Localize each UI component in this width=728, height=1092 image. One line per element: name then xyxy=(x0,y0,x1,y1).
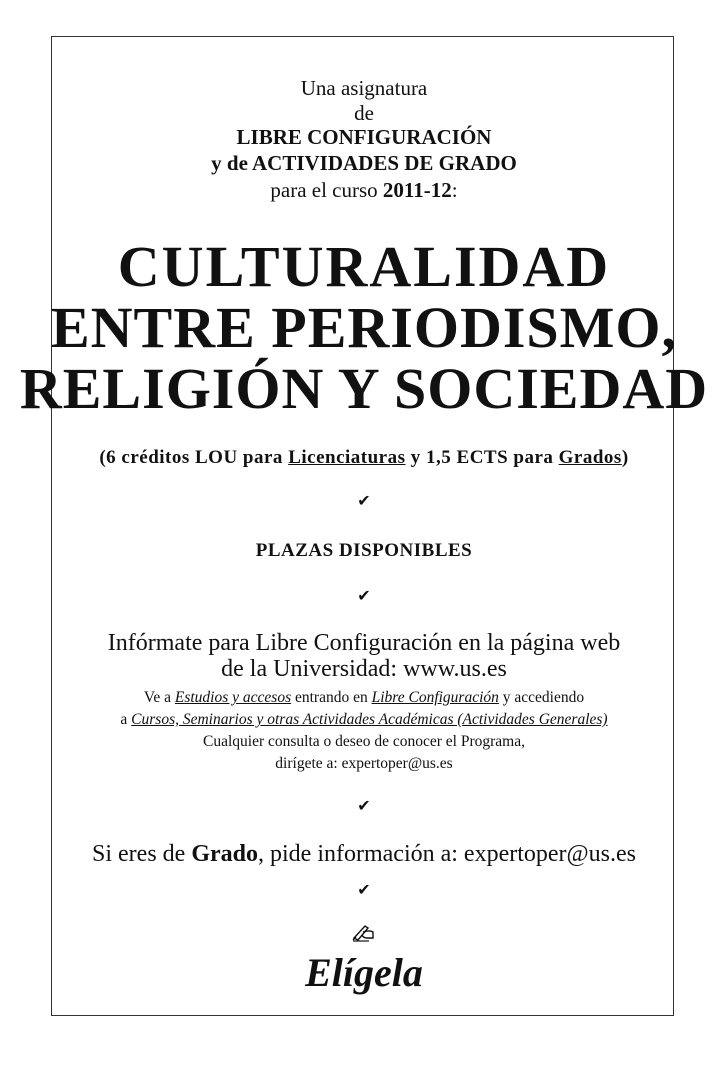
title-line-1: CULTURALIDAD xyxy=(117,234,611,299)
grado-info-line xyxy=(0,839,728,869)
title-line-3: RELIGIÓN Y SOCIEDAD xyxy=(19,356,709,421)
small1-prefix: Ve a xyxy=(143,689,175,706)
credits-middle: y 1,5 ECTS para xyxy=(405,447,559,468)
info-line-1: Infórmate para Libre Configuración en la página web xyxy=(107,630,621,656)
small2-prefix: a xyxy=(120,711,132,728)
check-icon: ✔ xyxy=(357,882,371,899)
header-line-1: Una asignatura xyxy=(300,76,428,100)
writing-hand-icon xyxy=(0,920,728,948)
credits-close: ) xyxy=(621,447,629,468)
credits-open: (6 créditos LOU para xyxy=(99,447,289,468)
grado-bold: Grado xyxy=(191,841,258,867)
header-line-5 xyxy=(0,177,728,203)
info-small-line-1 xyxy=(0,688,728,708)
libre-configuracion-link[interactable]: Libre Configuración xyxy=(371,689,499,706)
info-small-line-4: dirígete a: expertoper@us.es xyxy=(275,755,453,772)
grado-suffix: , pide información a: expertoper@us.es xyxy=(258,841,636,867)
header-line-2: de xyxy=(354,101,374,125)
info-line-2: de la Universidad: www.us.es xyxy=(221,656,507,682)
title-line-2: ENTRE PERIODISMO, xyxy=(50,295,678,360)
info-small-line-3: Cualquier consulta o deseo de conocer el Programa, xyxy=(203,733,525,750)
plazas-disponibles: PLAZAS DISPONIBLES xyxy=(255,540,473,561)
grados-link[interactable]: Grados xyxy=(558,447,622,468)
course-year: 2011-12 xyxy=(382,178,452,202)
course-suffix: : xyxy=(451,178,458,202)
licenciaturas-link[interactable]: Licenciaturas xyxy=(288,447,406,468)
course-prefix: para el curso xyxy=(270,178,383,202)
cursos-seminarios-link[interactable]: Cursos, Seminarios y otras Actividades Académicas (Actividades Generales) xyxy=(131,711,608,728)
signature-text: Elígela xyxy=(305,950,423,995)
small1-suffix: y accediendo xyxy=(498,689,585,706)
estudios-accesos-link[interactable]: Estudios y accesos xyxy=(174,689,292,706)
credits-line xyxy=(0,446,728,470)
check-icon: ✔ xyxy=(357,588,371,605)
small1-mid: entrando en xyxy=(291,689,372,706)
header-line-4: y de ACTIVIDADES DE GRADO xyxy=(211,151,517,175)
check-icon: ✔ xyxy=(357,493,371,510)
header-line-3: LIBRE CONFIGURACIÓN xyxy=(236,125,492,149)
check-icon: ✔ xyxy=(357,798,371,815)
grado-prefix: Si eres de xyxy=(92,841,192,867)
info-small-line-2 xyxy=(0,710,728,730)
